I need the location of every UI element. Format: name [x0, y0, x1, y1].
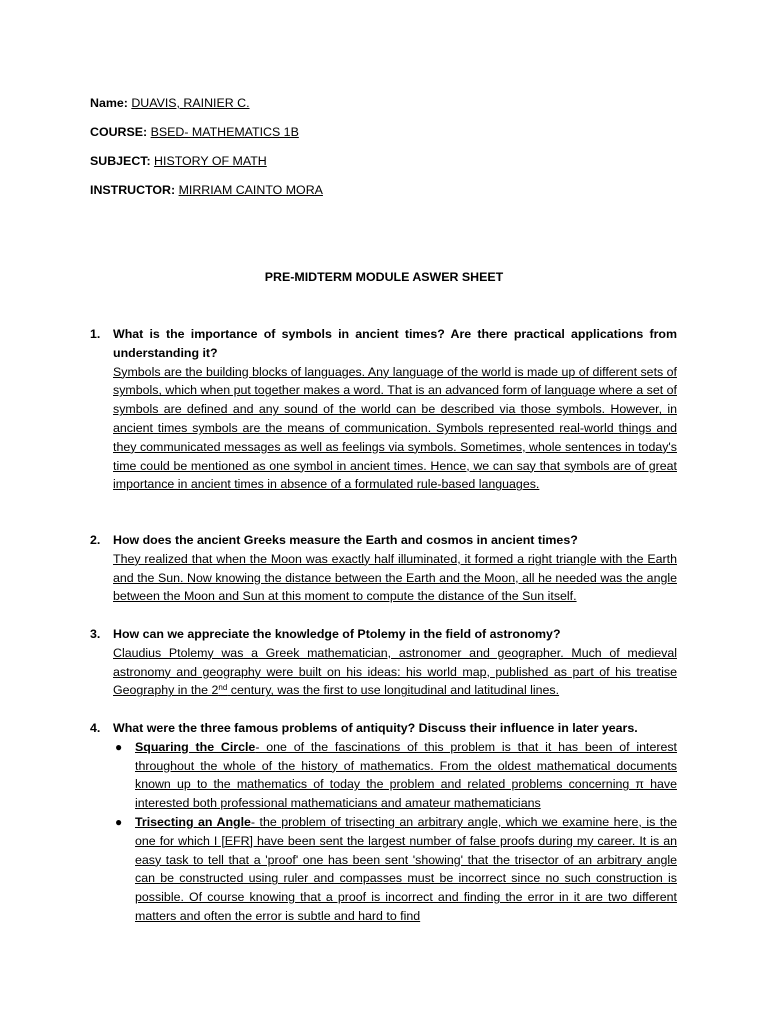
- ordinal-suffix: nd: [218, 683, 228, 693]
- question-number: 3.: [90, 627, 101, 641]
- course-label: COURSE:: [90, 125, 148, 139]
- answer-text: [113, 644, 677, 700]
- name-line: [90, 95, 250, 111]
- list-item: [115, 738, 678, 813]
- question-3: [90, 625, 677, 700]
- answer-text: Symbols are the building blocks of languages. Any language of the world is made up of different sets of symbols, which when put together makes a word. That is an advanced form of language where a set of symbols are defined and any sound of the world can be described via those symbols. However, in ancient times symbols are the means of communication. Symbols represented real-world things and they communicated messages as well as feelings via symbols. Sometimes, whole sentences in today's time could be mentioned as one symbol in ancient times. Hence, we can say that symbols are of great importance in ancient times in absence of a formulated rule-based languages.: [113, 364, 677, 492]
- instructor-label: INSTRUCTOR:: [90, 183, 176, 197]
- bullet-list: [113, 738, 677, 926]
- question-number: 2.: [90, 533, 101, 547]
- question-1: [90, 325, 677, 494]
- bullet-icon: ●: [115, 814, 123, 829]
- answer-text: They realized that when the Moon was exactly half illuminated, it formed a right triangle with the Earth and the Sun. Now knowing the distance between the Earth and the Moon, all he needed was the angle between the Moon and Sun at this moment to compute the distance of the Sun itself.: [113, 551, 677, 604]
- subject-label: SUBJECT:: [90, 154, 151, 168]
- question-number: 4.: [90, 721, 101, 735]
- bullet-text: - one of the fascinations of this problem is that it has been of interest throughout the whole of the history of mathematics. From the oldest mathematical documents known up to the mathematics of today the problem and related problems concerning π have interested both professional mathematicians and amateur mathematicians: [135, 739, 678, 811]
- question-text: How does the ancient Greeks measure the Earth and cosmos in ancient times?: [113, 533, 578, 547]
- question-number: 1.: [90, 327, 101, 341]
- name-label: Name:: [90, 96, 128, 110]
- question-4: [90, 719, 677, 926]
- name-value: DUAVIS, RAINIER C.: [131, 96, 250, 110]
- question-text: What were the three famous problems of antiquity? Discuss their influence in later years.: [113, 721, 638, 735]
- question-text: What is the importance of symbols in ancient times? Are there practical applications from understanding it?: [113, 327, 677, 360]
- answer-text-end: century, was the first to use longitudinal and latitudinal lines.: [227, 683, 560, 698]
- bullet-term: Squaring the Circle: [135, 739, 256, 754]
- answer-text-start: Claudius Ptolemy was a Greek mathematician, astronomer and geographer. Much of medieval astronomy and geography were built on his ideas: his world map, published as part of his treatise Geography in the 2: [113, 645, 677, 698]
- subject-value: HISTORY OF MATH: [154, 154, 267, 168]
- list-item: [115, 813, 677, 926]
- bullet-term: Trisecting an Angle: [135, 814, 251, 829]
- course-value: BSED- MATHEMATICS 1B: [150, 125, 299, 139]
- bullet-icon: ●: [115, 739, 123, 754]
- bullet-text: - the problem of trisecting an arbitrary angle, which we examine here, is the one for which I [EFR] have been sent the largest number of false proofs during my career. It is an easy task to tell that a 'proof' one has been sent 'showing' that the trisector of an arbitrary angle can be constructed using ruler and compasses must be incorrect since no such construction is possible. Of course knowing that a proof is incorrect and finding the error in it are two different matters and often the error is subtle and hard to find: [135, 814, 677, 923]
- page-title: PRE-MIDTERM MODULE ASWER SHEET: [264, 270, 504, 284]
- instructor-line: [90, 182, 323, 198]
- question-2: [90, 531, 677, 606]
- instructor-value: MIRRIAM CAINTO MORA: [178, 183, 323, 197]
- subject-line: [90, 153, 267, 169]
- question-text: How can we appreciate the knowledge of Ptolemy in the field of astronomy?: [113, 627, 561, 641]
- course-line: [90, 124, 299, 140]
